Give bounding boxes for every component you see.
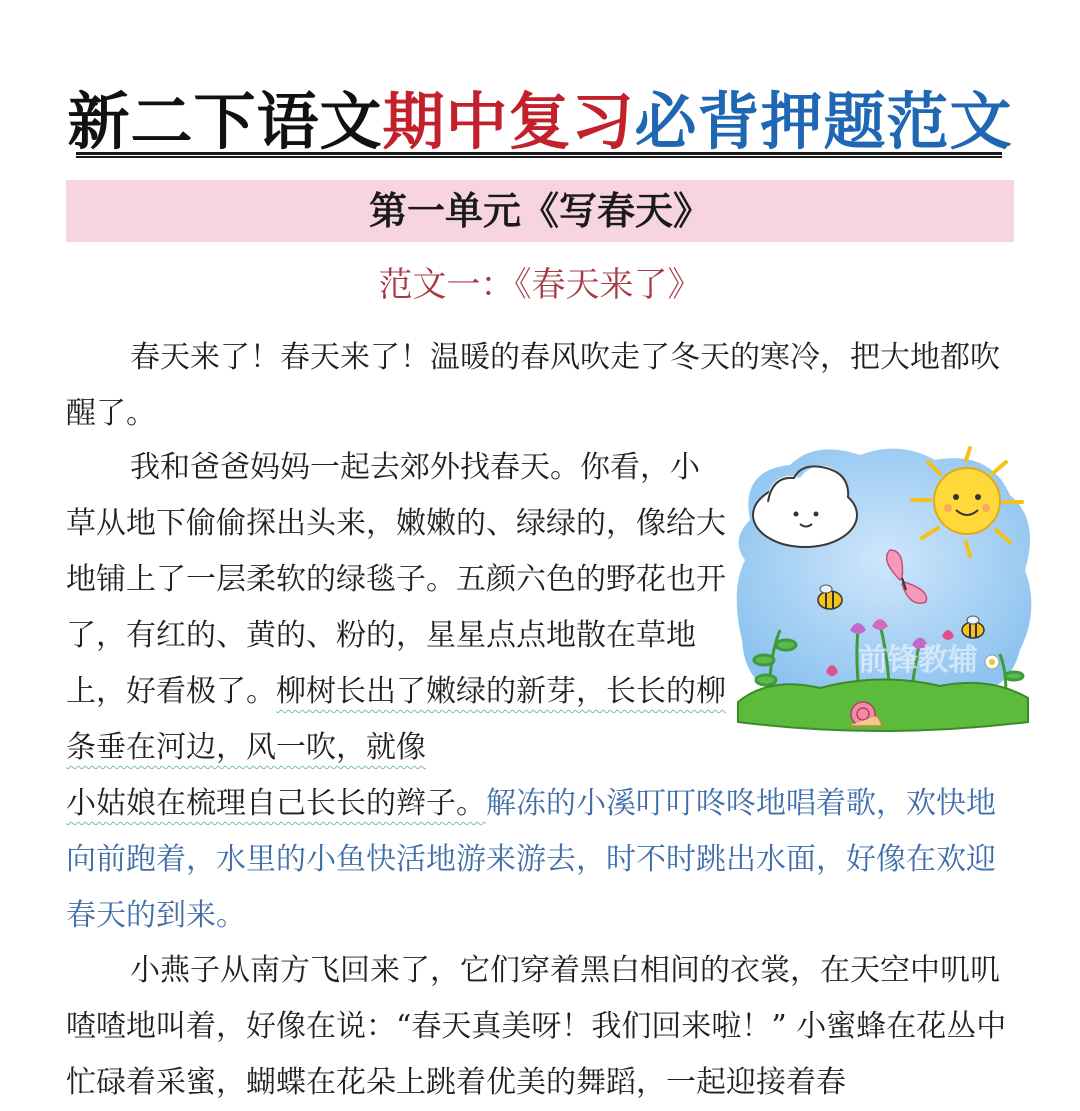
paragraph-1: [66, 330, 1016, 442]
watermark-text: 前锋教辅: [858, 643, 978, 678]
spring-illustration: [730, 440, 1035, 745]
page-title: [0, 82, 1080, 162]
wavy-underlined-sentence: 柳树长出了嫩绿的新芽，长长的柳条垂在河边，风一吹，就像: [66, 674, 726, 765]
title-underline: [76, 152, 1002, 158]
grass-ground: [738, 679, 1028, 731]
paragraph-3: [66, 943, 1016, 1111]
paragraph-2: [66, 440, 726, 776]
paragraph-2-continued: [66, 776, 1016, 944]
wavy-underlined-sentence-end: 小姑娘在梳理自己长长的辫子。: [66, 786, 486, 821]
title-part-red: 期中复习: [382, 85, 635, 158]
title-part-black: 新二下语文: [67, 85, 383, 158]
unit-heading: 第一单元《写春天》: [66, 180, 1014, 242]
paragraph-2-text: 我和爸爸妈妈一起去郊外找春天。你看，小草从地下偷偷探出头来，嫩嫩的、绿绿的，像给大地铺上了一层柔软的绿毯子。五颜六色的野花也开了，有红的、黄的、粉的，星星点点地散在草地上，好看极了。: [66, 450, 726, 709]
essay-title: 范文一：《春天来了》: [378, 265, 702, 305]
title-part-blue: 必背押题范文: [634, 85, 1013, 158]
paragraph-1-text: 春天来了！春天来了！温暖的春风吹走了冬天的寒冷，把大地都吹醒了。: [66, 340, 1000, 431]
highlighted-blue-sentence: 解冻的小溪叮叮咚咚地唱着歌，欢快地向前跑着，水里的小鱼快活地游来游去，时不时跳出水面，好像在欢迎春天的到来。: [66, 786, 996, 933]
paragraph-3-text: 小燕子从南方飞回来了，它们穿着黑白相间的衣裳，在天空中叽叽喳喳地叫着，好像在说：“春天真美呀！我们回来啦！” 小蜜蜂在花丛中忙碌着采蜜，蝴蝶在花朵上跳着优美的舞蹈，一起迎接着春: [66, 953, 1007, 1100]
